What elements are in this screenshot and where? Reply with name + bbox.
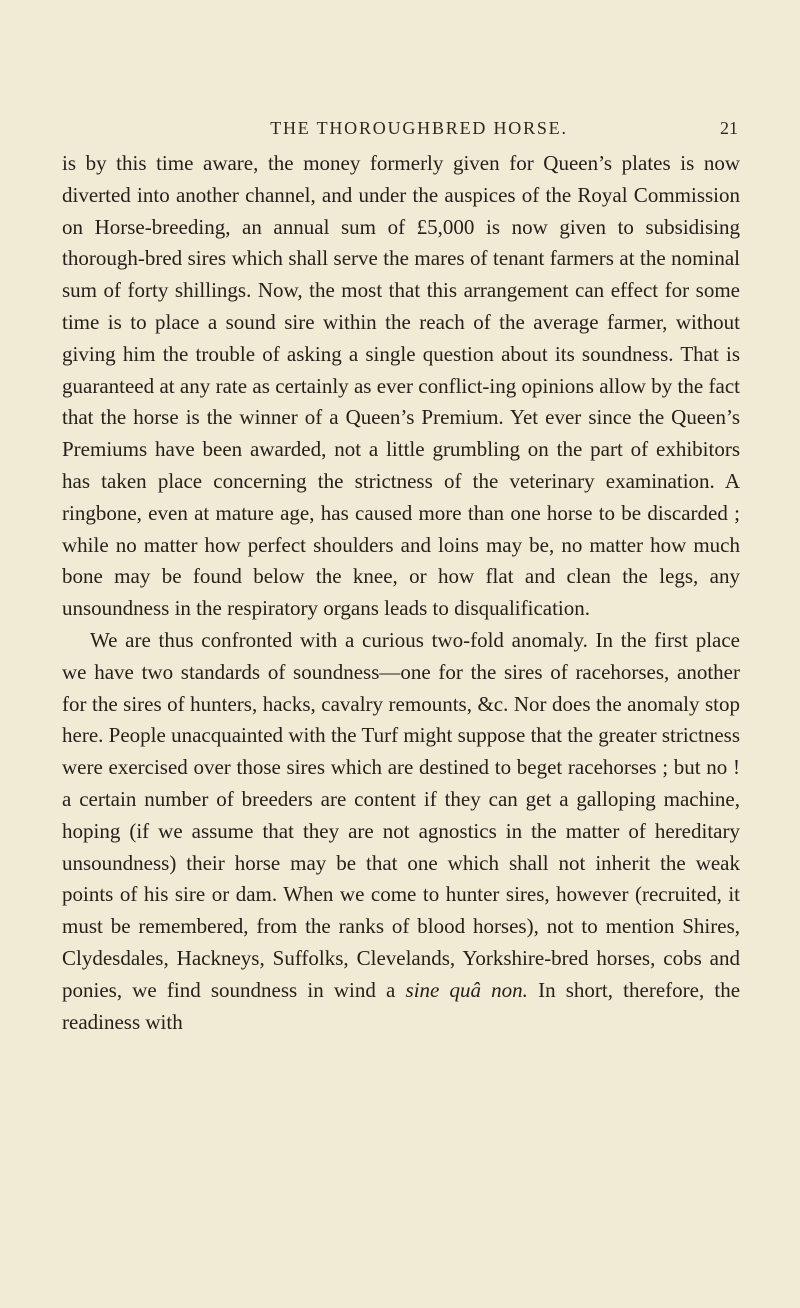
- page-number: 21: [720, 118, 738, 138]
- paragraph-2: [62, 625, 740, 1038]
- running-head: [62, 118, 740, 148]
- paragraph-2-text: We are thus confronted with a curious two-fold anomaly. In the first place we have two standards of soundness—one for the sires of racehorses, another for the sires of hunters, hacks, cavalry remounts, &c. Nor does the anomaly stop here. People unacquainted with the Turf might suppose that the greater strictness were exercised over those sires which are destined to beget racehorses ; but no ! a certain number of breeders are content if they can get a galloping machine, hoping (if we assume that they are not agnostics in the matter of hereditary unsoundness) their horse may be that one which shall not inherit the weak points of his sire or dam. When we come to hunter sires, however (recruited, it must be remembered, from the ranks of blood horses), not to mention Shires, Clydesdales, Hackneys, Suffolks, Clevelands, Yorkshire-bred horses, cobs and ponies, we find soundness in wind a: [62, 627, 740, 1002]
- latin-phrase: sine quâ non.: [405, 977, 528, 1002]
- paragraph-1: is by this time aware, the money formerly given for Queen’s plates is now diverted into another channel, and under the auspices of the Royal Commission on Horse-breeding, an annual sum of £5,000 is now given to subsidising thorough-bred sires which shall serve the mares of tenant farmers at the nominal sum of forty shillings. Now, the most that this arrangement can effect for some time is to place a sound sire within the reach of the average farmer, without giving him the trouble of asking a single question about its soundness. That is guaranteed at any rate as certainly as ever conflict-ing opinions allow by the fact that the horse is the winner of a Queen’s Premium. Yet ever since the Queen’s Premiums have been awarded, not a little grumbling on the part of exhibitors has taken place concerning the strictness of the veterinary examination. A ringbone, even at mature age, has caused more than one horse to be discarded ; while no matter how perfect shoulders and loins may be, no matter how much bone may be found below the knee, or how flat and clean the legs, any unsoundness in the respiratory organs leads to disqualification.: [62, 151, 740, 621]
- body-text: [62, 148, 740, 1038]
- running-title: THE THOROUGHBRED HORSE.: [270, 118, 568, 138]
- paragraph-2-end: In short, therefore, the readiness with: [62, 977, 741, 1034]
